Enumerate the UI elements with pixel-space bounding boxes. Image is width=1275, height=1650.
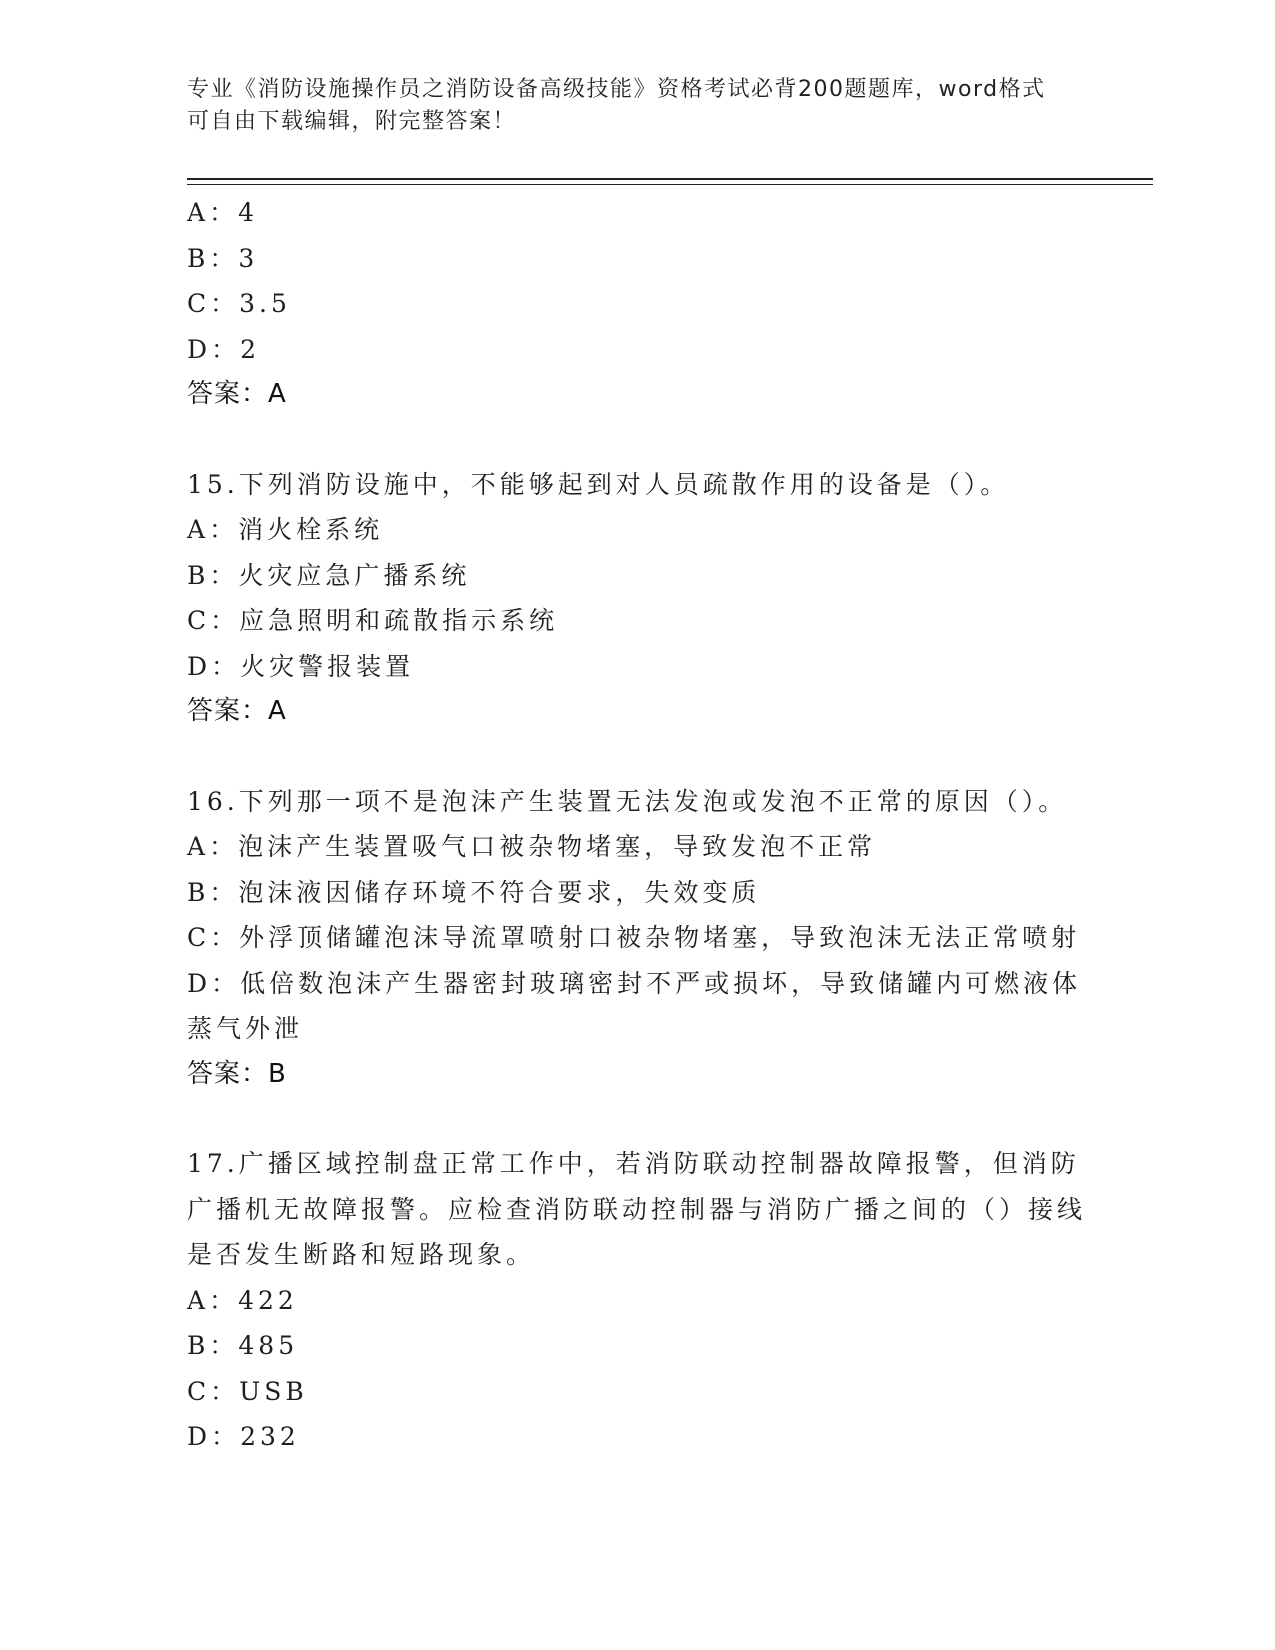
option-a: A：4: [187, 198, 258, 227]
option-a: A：422: [187, 1285, 298, 1315]
option-b: B：泡沫液因储存环境不符合要求，失效变质: [187, 877, 761, 907]
option-a: A：泡沫产生装置吸气口被杂物堵塞，导致发泡不正常: [187, 832, 877, 861]
option-b: B：485: [187, 1331, 299, 1360]
option-c: C：外浮顶储罐泡沫导流罩喷射口被杂物堵塞，导致泡沫无法正常喷射: [187, 923, 1081, 952]
answer: 答案：A: [187, 696, 287, 726]
answer: 答案：A: [187, 379, 287, 409]
question-15: [187, 462, 1087, 735]
option-d: D：232: [187, 1422, 300, 1451]
option-b: B：3: [187, 243, 259, 273]
question-17: [187, 1141, 1087, 1460]
option-a: A：消火栓系统: [187, 515, 384, 544]
option-d: D：2: [187, 334, 260, 364]
question-stem: 15.下列消防设施中，不能够起到对人员疏散作用的设备是（）。: [187, 469, 1010, 499]
option-b: B：火灾应急广播系统: [187, 560, 471, 590]
header-rule-thick: [187, 178, 1153, 180]
answer: 答案：B: [187, 1058, 287, 1089]
question-16: [187, 779, 1087, 1098]
document-header: 专业《消防设施操作员之消防设备高级技能》资格考试必背200题题库，word格式可自由下载编辑，附完整答案！: [187, 77, 1046, 134]
header-rule-thin: [187, 184, 1153, 185]
question-stem: 17.广播区域控制盘正常工作中，若消防联动控制器故障报警，但消防广播机无故障报警。应检查消防联动控制器与消防广播之间的（）接线是否发生断路和短路现象。: [187, 1149, 1087, 1269]
option-d: D：火灾警报装置: [187, 651, 415, 681]
question-list: [187, 190, 1087, 1460]
option-c: C：USB: [187, 1376, 308, 1406]
option-c: C：3.5: [187, 289, 291, 318]
question-14-continued: [187, 190, 1087, 418]
option-c: C：应急照明和疏散指示系统: [187, 606, 559, 635]
question-stem: 16.下列那一项不是泡沫产生装置无法发泡或发泡不正常的原因（）。: [187, 786, 1068, 816]
option-d: D：低倍数泡沫产生器密封玻璃密封不严或损坏，导致储罐内可燃液体蒸气外泄: [187, 968, 1082, 1043]
